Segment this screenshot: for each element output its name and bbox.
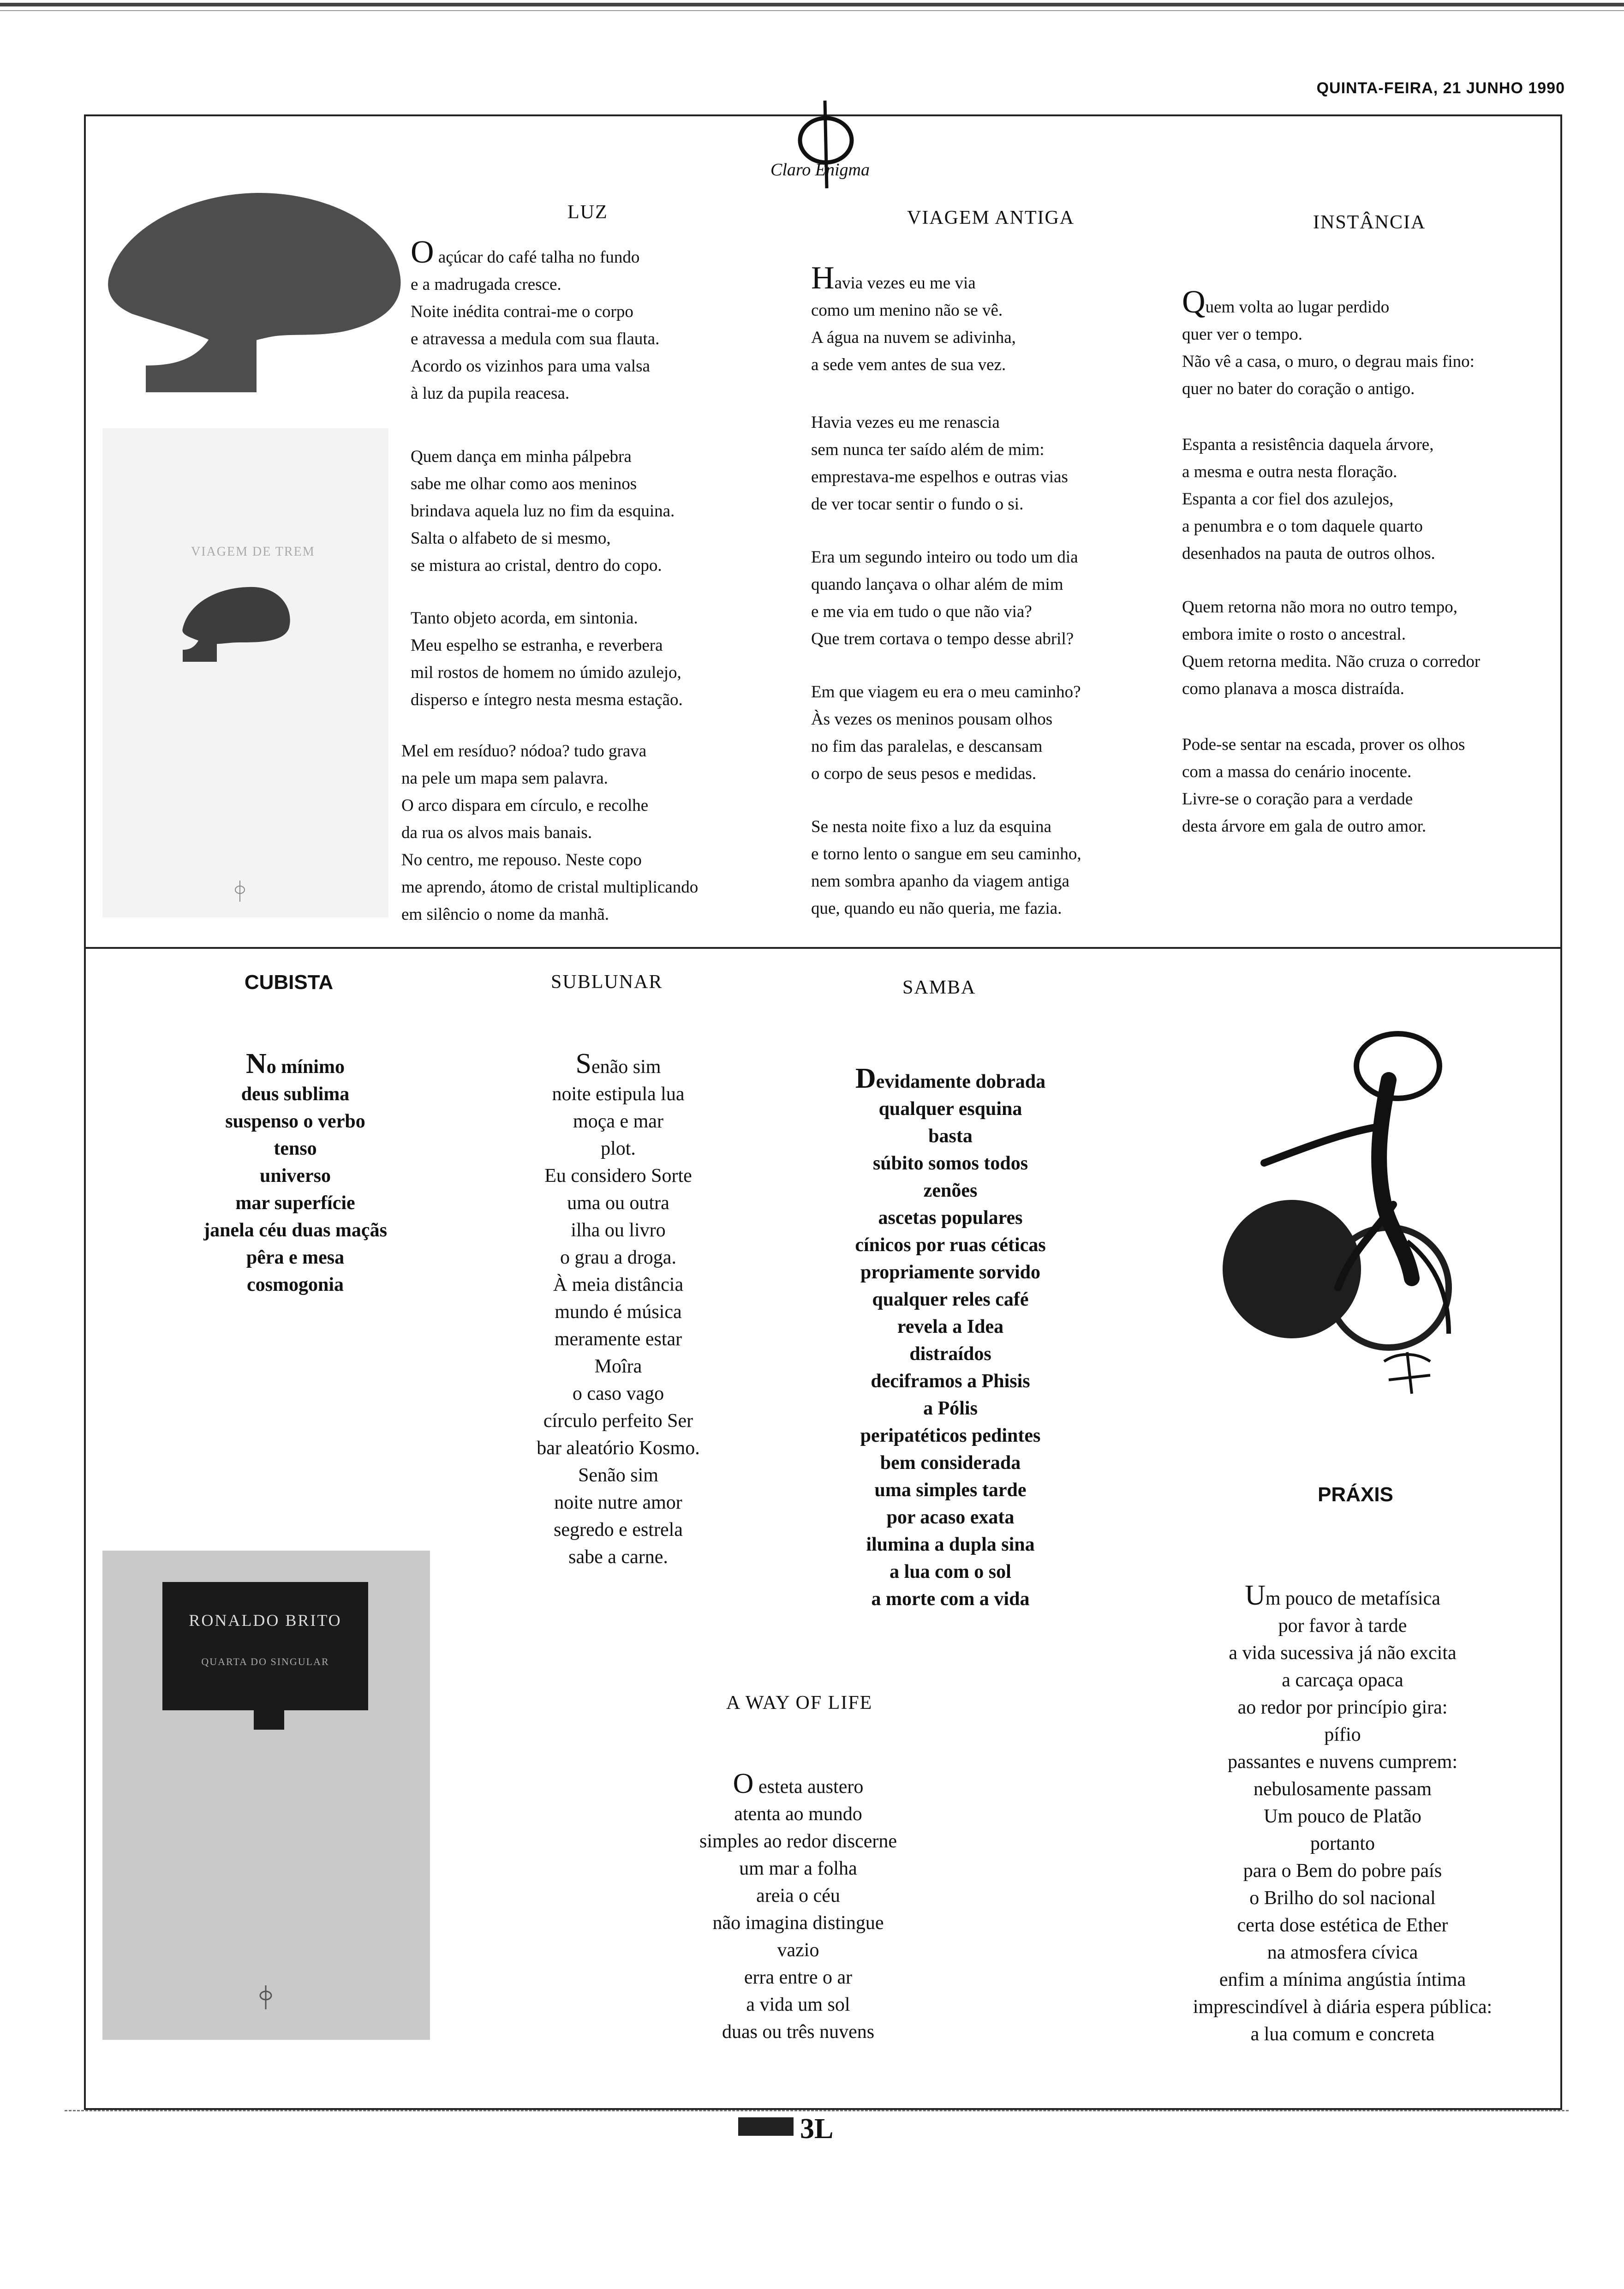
poem-title-viagem-antiga: VIAGEM ANTIGA xyxy=(907,207,1075,228)
poem-line: erra entre o ar xyxy=(744,1967,853,1988)
poem-line: uma ou outra xyxy=(567,1192,669,1214)
poem-line: Senão sim xyxy=(578,1465,658,1486)
stanza-text: avia vezes eu me via como um menino não se vê. A água na nuvem se adivinha, a sede vem antes de sua vez. xyxy=(811,274,1016,374)
cover-title-box xyxy=(162,1582,368,1710)
poem-title-a-way-of-life: A WAY OF LIFE xyxy=(726,1692,873,1714)
poem-luz-stanza-3: Tanto objeto acorda, em sintonia. Meu espelho se estranha, e reverbera mil rostos de homem no úmido azulejo, disperso e íntegro nesta mesma estação. xyxy=(411,609,683,709)
poem-line: propriamente sorvido xyxy=(860,1262,1041,1283)
poem-line: na atmosfera cívica xyxy=(1267,1942,1418,1963)
drop-cap: O xyxy=(411,234,434,270)
poem-line: ascetas populares xyxy=(878,1207,1023,1228)
poem-line: nebulosamente passam xyxy=(1253,1779,1432,1800)
section-divider xyxy=(84,947,1562,949)
line-text: enão sim xyxy=(591,1056,661,1078)
poem-line: por acaso exata xyxy=(886,1507,1015,1528)
poem-line: não imagina distingue xyxy=(712,1912,884,1934)
poem-viagem-antiga-stanza-4: Em que viagem eu era o meu caminho? Às vezes os meninos pousam olhos no fim das paralelas, e descansam o corpo de seus pesos e medidas. xyxy=(811,683,1081,783)
poem-instancia-stanza-4: Pode-se sentar na escada, prover os olhos com a massa do cenário inocente. Livre-se o coração para a verdade desta árvore em gala de outro amor. xyxy=(1182,735,1465,836)
drop-cap: U xyxy=(1245,1580,1266,1611)
poem-line: vazio xyxy=(777,1940,819,1961)
poem-line: enfim a mínima angústia íntima xyxy=(1219,1969,1466,1990)
book-cover-viagem-de-trem xyxy=(102,428,388,917)
drop-cap: H xyxy=(811,260,835,296)
poem-line: imprescindível à diária espera pública: xyxy=(1193,1996,1493,2018)
poem-title-instancia: INSTÂNCIA xyxy=(1313,212,1426,233)
poem-line: a lua com o sol xyxy=(890,1561,1011,1582)
publisher-logo-icon xyxy=(256,1984,276,2010)
poem-line: a morte com a vida xyxy=(871,1588,1030,1610)
poem-viagem-antiga-stanza-5: Se nesta noite fixo a luz da esquina e torno lento o sangue em seu caminho, nem sombra apanho da viagem antiga que, quando eu não queria, me fazia. xyxy=(811,817,1081,918)
poem-title-samba: SAMBA xyxy=(902,977,976,998)
poem-line: certa dose estética de Ether xyxy=(1237,1915,1448,1936)
poem-instancia-stanza-1 xyxy=(1182,284,1475,402)
poem-line xyxy=(480,1050,757,1081)
poem-line: mar superfície xyxy=(235,1192,355,1214)
poem-samba xyxy=(812,1065,1089,1613)
poem-line: peripatéticos pedintes xyxy=(860,1425,1041,1446)
poem-line: pêra e mesa xyxy=(246,1247,345,1268)
poem-line: a vida sucessiva já não excita xyxy=(1229,1642,1457,1664)
poem-instancia-stanza-3: Quem retorna não mora no outro tempo, embora imite o rosto o ancestral. Quem retorna medita. Não cruza o corredor como planava a mosca distraída. xyxy=(1182,598,1481,698)
poem-line: Um pouco de Platão xyxy=(1264,1806,1421,1827)
cyclist-drawing-illustration xyxy=(1190,1011,1513,1426)
poem-line: ilha ou livro xyxy=(571,1220,666,1241)
poem-line xyxy=(646,1770,950,1801)
poem-line: suspenso o verbo xyxy=(225,1111,365,1132)
poem-sublunar xyxy=(480,1050,757,1571)
poem-line: areia o céu xyxy=(756,1885,840,1906)
drop-cap: S xyxy=(575,1048,591,1079)
poem-a-way-of-life xyxy=(646,1770,950,2046)
poem-viagem-antiga-stanza-1 xyxy=(811,260,1016,378)
poem-luz-stanza-4: Mel em resíduo? nódoa? tudo grava na pele um mapa sem palavra. O arco dispara em círculo, e recolhe da rua os alvos mais banais. No centro, me repouso. Neste copo me aprendo, átomo de cristal multiplicando em silêncio o nome da manhã. xyxy=(401,742,699,924)
poem-line: súbito somos todos xyxy=(872,1153,1028,1174)
poem-line: a Pólis xyxy=(923,1398,978,1419)
poem-line: um mar a folha xyxy=(739,1858,857,1879)
poem-title-praxis: PRÁXIS xyxy=(1318,1483,1393,1506)
poem-line: simples ao redor discerne xyxy=(699,1831,897,1852)
poem-line: janela céu duas maçãs xyxy=(203,1220,387,1241)
poem-line: ao redor por princípio gira: xyxy=(1237,1697,1448,1718)
drop-cap: Q xyxy=(1182,284,1206,320)
poem-line: Eu considero Sorte xyxy=(544,1165,692,1186)
logo-wordmark: Claro Enigma xyxy=(770,160,870,180)
page-number: 3L xyxy=(800,2113,834,2145)
poem-viagem-antiga-stanza-2: Havia vezes eu me renascia sem nunca ter saído além de mim: emprestava-me espelhos e outras vias de ver tocar sentir o fundo o si. xyxy=(811,413,1068,514)
poem-line: cínicos por ruas céticas xyxy=(855,1234,1046,1256)
poem-line: ilumina a dupla sina xyxy=(866,1534,1035,1555)
issue-date: QUINTA-FEIRA, 21 JUNHO 1990 xyxy=(1316,79,1565,97)
poem-line: meramente estar xyxy=(554,1329,682,1350)
poem-instancia-stanza-2: Espanta a resistência daquela árvore, a mesma e outra nesta floração. Espanta a cor fiel dos azulejos, a penumbra e o tom daquele quarto desenhados na pauta de outros olhos. xyxy=(1182,435,1435,563)
poem-line: zenões xyxy=(923,1180,978,1201)
poem-line: tenso xyxy=(274,1138,317,1159)
poem-viagem-antiga-stanza-3: Era um segundo inteiro ou todo um dia quando lançava o olhar além de mim e me via em tudo o que não via? Que trem cortava o tempo desse abril? xyxy=(811,548,1078,648)
poem-line xyxy=(812,1065,1089,1096)
poem-line: círculo perfeito Ser xyxy=(543,1410,693,1432)
stanza-text: açúcar do café talha no fundo e a madrugada cresce. Noite inédita contrai-me o corpo e atravessa a medula com sua flauta. Acordo os vizinhos para uma valsa à luz da pupila reacesa. xyxy=(411,248,660,403)
poem-line: qualquer esquina xyxy=(878,1098,1022,1120)
poem-line: o grau a droga. xyxy=(560,1247,676,1268)
poem-line: cosmogonia xyxy=(247,1274,344,1295)
poem-line: portanto xyxy=(1310,1833,1375,1854)
drop-cap: O xyxy=(733,1768,754,1799)
poem-line: deus sublima xyxy=(241,1084,350,1105)
poem-line: bem considerada xyxy=(880,1452,1021,1474)
top-rule-thin xyxy=(0,10,1624,11)
poem-line: segredo e estrela xyxy=(554,1519,683,1540)
poem-line: duas ou três nuvens xyxy=(722,2021,875,2043)
poem-line: revela a Idea xyxy=(897,1316,1004,1337)
poem-line: universo xyxy=(259,1165,331,1186)
poem-praxis xyxy=(1163,1582,1522,2048)
drop-cap: D xyxy=(855,1063,876,1094)
poem-line: À meia distância xyxy=(553,1274,684,1295)
cover-author: RONALDO BRITO xyxy=(189,1611,342,1630)
line-text: m pouco de metafísica xyxy=(1265,1588,1440,1609)
poem-line: a lua comum e concreta xyxy=(1250,2024,1435,2045)
poem-line: por favor à tarde xyxy=(1278,1615,1407,1636)
poem-line: moça e mar xyxy=(573,1111,663,1132)
dark-shape-illustration xyxy=(104,185,409,401)
poem-line xyxy=(166,1050,424,1081)
poem-line: distraídos xyxy=(909,1343,991,1365)
cover-title: QUARTA DO SINGULAR xyxy=(201,1656,329,1667)
poem-line: noite nutre amor xyxy=(554,1492,682,1513)
book-cover-label: VIAGEM DE TREM xyxy=(191,545,315,559)
poem-luz-stanza-2: Quem dança em minha pálpebra sabe me olhar como aos meninos brindava aquela luz no fim da esquina. Salta o alfabeto de si mesmo, se mistura ao cristal, dentro do copo. xyxy=(411,447,675,575)
poem-line: a vida um sol xyxy=(746,1994,850,2015)
publisher-logo-icon xyxy=(231,880,249,903)
folio-logo-block xyxy=(738,2117,794,2136)
poem-title-cubista: CUBISTA xyxy=(244,971,334,994)
poem-line: bar aleatório Kosmo. xyxy=(537,1438,700,1459)
cover-tab xyxy=(254,1703,284,1730)
small-dark-shape-illustration xyxy=(180,582,295,665)
stanza-text: uem volta ao lugar perdido quer ver o tempo. Não vê a casa, o muro, o degrau mais fino: quer no bater do coração o antigo. xyxy=(1182,298,1475,398)
line-text: o mínimo xyxy=(266,1056,345,1078)
poem-title-luz: LUZ xyxy=(567,202,608,223)
poem-title-sublunar: SUBLUNAR xyxy=(551,971,663,993)
bottom-rule xyxy=(65,2110,1569,2111)
top-rule xyxy=(0,3,1624,6)
poem-line: uma simples tarde xyxy=(874,1480,1027,1501)
poem-luz-stanza-1 xyxy=(411,234,660,407)
poem-line: Moîra xyxy=(594,1356,642,1377)
poem-line: passantes e nuvens cumprem: xyxy=(1227,1751,1458,1773)
poem-line: atenta ao mundo xyxy=(734,1804,862,1825)
line-text: esteta austero xyxy=(753,1776,864,1798)
poem-line: pífio xyxy=(1324,1724,1361,1745)
poem-line xyxy=(1163,1582,1522,1612)
poem-line: a carcaça opaca xyxy=(1282,1670,1403,1691)
line-text: evidamente dobrada xyxy=(876,1071,1046,1092)
poem-line: para o Bem do pobre país xyxy=(1243,1860,1442,1882)
poem-line: o Brilho do sol nacional xyxy=(1249,1888,1436,1909)
poem-line: deciframos a Phisis xyxy=(871,1371,1030,1392)
poem-line: plot. xyxy=(601,1138,636,1159)
poem-line: noite estipula lua xyxy=(552,1084,685,1105)
poem-line: qualquer reles café xyxy=(872,1289,1029,1310)
poem-line: o caso vago xyxy=(572,1383,664,1404)
poem-cubista xyxy=(166,1050,424,1299)
drop-cap: N xyxy=(246,1048,267,1079)
poem-line: basta xyxy=(928,1126,973,1147)
poem-line: sabe a carne. xyxy=(568,1546,668,1568)
poem-line: mundo é música xyxy=(555,1301,682,1323)
